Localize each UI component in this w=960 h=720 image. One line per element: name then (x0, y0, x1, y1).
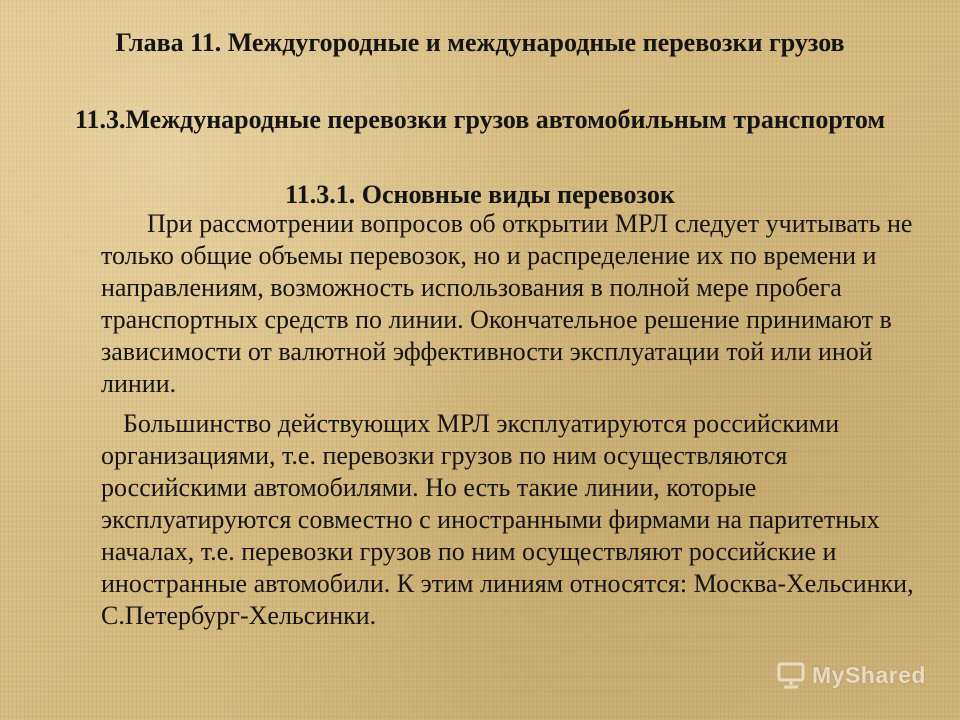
paragraph-1: При рассмотрении вопросов об открытии МРЛ следует учитывать не только общие объемы перевозок, но и распределение их по времени и направлениям, возможность использования в полной мере пробега транспортных средств по линии. Окончательное решение принимают в зависимости от валютной эффективности эксплуатации той или иной линии. (101, 209, 913, 398)
section-title: 11.3.Международные перевозки грузов автомобильным транспортом (74, 105, 886, 134)
subsection-title: 11.3.1. Основные виды перевозок (285, 180, 675, 209)
presentation-screen-icon (776, 660, 806, 690)
chapter-title: Глава 11. Междугородные и международные перевозки грузов (115, 28, 845, 57)
watermark (776, 655, 926, 695)
slide-body (101, 208, 916, 632)
paragraph-2: Большинство действующих МРЛ эксплуатируются российскими организациями, т.е. перевозки грузов по ним осуществляются российскими автомобилями. Но есть такие линии, которые эксплуатируются совместно с иностранными фирмами на паритетных началах, т.е. перевозки грузов по ним осуществляют российские и иностранные автомобили. К этим линиям относятся: Москва-Хельсинки, С.Петербург-Хельсинки. (101, 409, 914, 630)
watermark-text: MyShared (812, 661, 926, 688)
